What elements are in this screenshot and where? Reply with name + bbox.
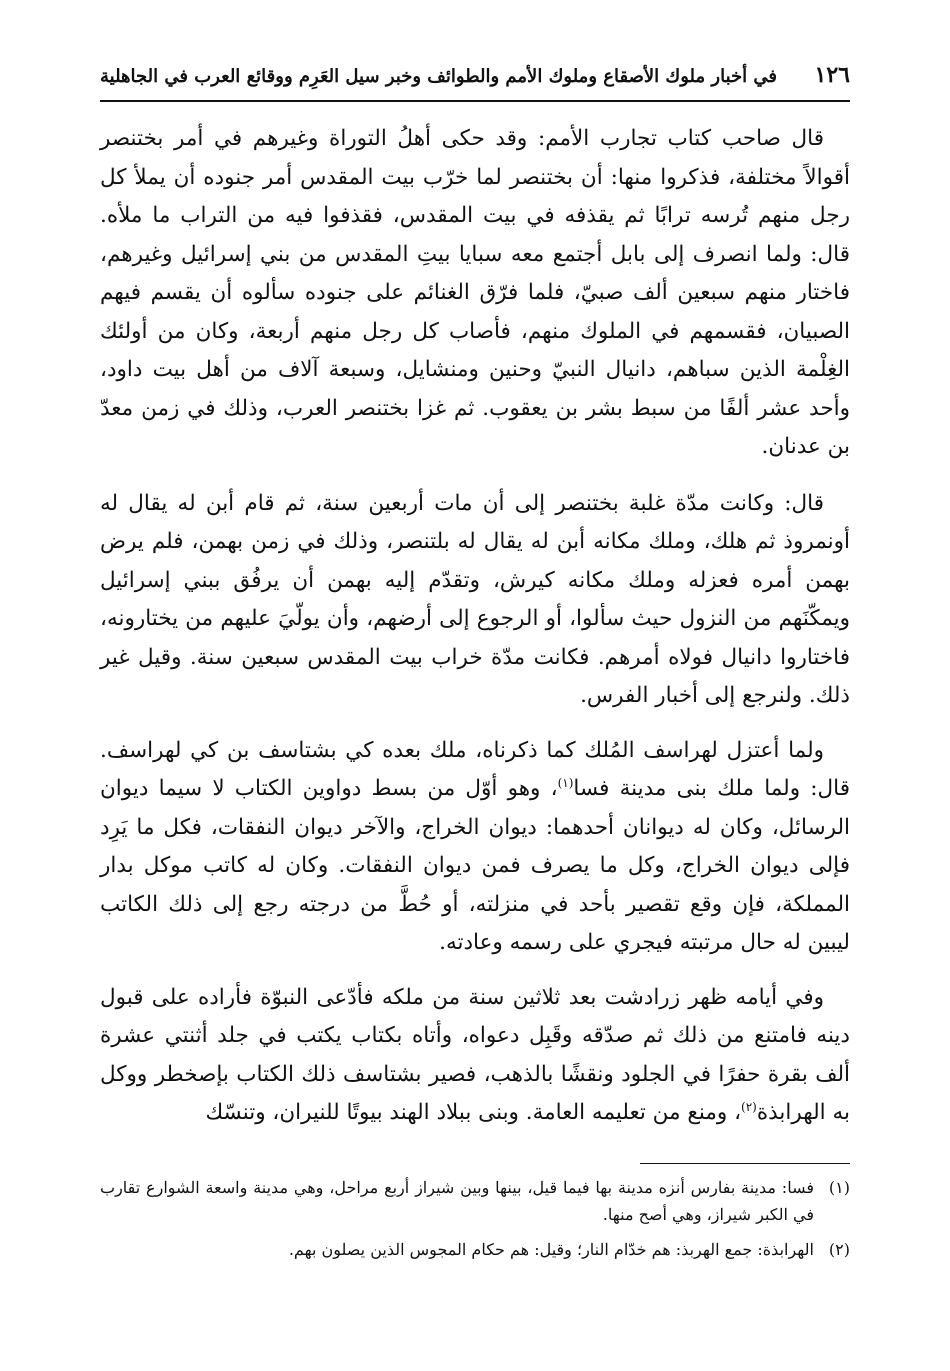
- footnote-number: (٢): [828, 1239, 850, 1259]
- footnote-text: فسا: مدينة بفارس أنزه مدينة بها فيما قيل، بينها وبين شيراز أربع مراحل، وهي مدينة واسعة الشوارع تقارب في الكبر شيراز، وهي أصح منها.: [100, 1177, 814, 1224]
- main-text: [100, 120, 850, 1133]
- running-header: [100, 60, 850, 102]
- footnote-ref-2[interactable]: (٢): [741, 1099, 757, 1114]
- paragraph-3-part-a: ولما أعتزل لهراسف المُلك كما ذكرناه، ملك بعده كي بشتاسف بن كي لهراسف. قال: ولما ملك بنى مدينة فسا: [100, 737, 851, 801]
- paragraph-1: قال صاحب كتاب تجارب الأمم: وقد حكى أهلُ التوراة وغيرهم في أمر بختنصر أقوالاً مختلفة، فذكروا منها: أن بختنصر لما خرّب بيت المقدس أمر جنوده أن يملأ كل رجل منهم تُرسه ترابًا ثم يقذفه في بيت المقدس، فقذفوا فيه من التراب ما ملأه. قال: ولما انصرف إلى بابل أجتمع معه سبايا بيتِ المقدس من بني إسرائيل وغيرهم، فاختار منهم سبعين ألف صبيّ، فلما فرّق الغنائم على جنوده سألوه أن يقسم فيهم الصبيان، فقسمهم في الملوك منهم، فأصاب كل رجل منهم أربعة، وكان من أولئك الغِلْمة الذين سباهم، دانيال النبيّ وحنين ومنشايل، وسبعة آلاف من أهل بيت داود، وأحد عشر ألفًا من سبط بشر بن يعقوب. ثم غزا بختنصر العرب، وذلك في زمن معدّ بن عدنان.: [100, 126, 850, 459]
- footnotes: [100, 1174, 850, 1263]
- footnote-separator: [640, 1163, 850, 1164]
- page-number: ١٢٦: [814, 62, 850, 88]
- paragraph-4-part-a: وفي أيامه ظهر زرادشت بعد ثلاثين سنة من ملكه فأدّعى النبوّة فأراده على قبول دينه فامتنع من ذلك ثم صدّقه وقَبِل دعواه، وأتاه بكتاب يكتب في جلد أثنتي عشرة ألف بقرة حفرًا في الجلود ونقشًا بالذهب، فصير بشتاسف ذلك الكتاب بإصخطر ووكل به الهرابذة: [100, 984, 850, 1125]
- paragraph-4: [100, 979, 850, 1133]
- running-title: في أخبار ملوك الأصقاع وملوك الأمم والطوائف وخبر سيل العَرِم ووقائع العرب في الجاهلية: [100, 66, 778, 87]
- paragraph-3-part-b: ، وهو أوّل من بسط دواوين الكتاب لا سيما ديوان الرسائل، وكان له ديوانان أحدهما: ديوان الخراج، والآخر ديوان النفقات، فكل ما يَرِد فإلى ديوان الخراج، وكل ما يصرف فمن ديوان النفقات. وكان له كاتب موكل بدار المملكة، فإن وقع تقصير بأحد في منزلته، أو حُطَّ من درجته رجع إلى ذلك الكاتب ليبين له حال مرتبته فيجري على رسمه وعادته.: [100, 776, 850, 955]
- footnote-text: الهرابذة: جمع الهربذ: هم خدّام النار؛ وقيل: هم حكام المجوس الذين يصلون بهم.: [288, 1239, 814, 1259]
- paragraph-4-part-b: ، ومنع من تعليمه العامة. وبنى ببلاد الهند بيوتًا للنيران، وتنسّك: [205, 1100, 742, 1125]
- paragraph-3: [100, 732, 850, 963]
- footnote-1: [100, 1174, 850, 1228]
- book-page: [100, 60, 850, 1271]
- footnote-ref-1[interactable]: (١): [557, 775, 574, 790]
- footnote-number: (١): [828, 1177, 850, 1197]
- paragraph-2: قال: وكانت مدّة غلبة بختنصر إلى أن مات أربعين سنة، ثم قام أبن له يقال له أونمروذ ثم هلك، وملك مكانه أبن له يقال له بلتنصر، وذلك في زمن بهمن، فلم يرض بهمن أمره فعزله وملك مكانه كيرش، وتقدّم إليه بهمن أن يرفُق ببني إسرائيل ويمكّنَهم من النزول حيث سألوا، أو الرجوع إلى أرضهم، وأن يولّيَ عليهم من يختارونه، فاختاروا دانيال فولاه أمرهم. فكانت مدّة خراب بيت المقدس سبعين سنة. وقيل غير ذلك. ولنرجع إلى أخبار الفرس.: [100, 490, 850, 708]
- footnote-2: [100, 1236, 850, 1263]
